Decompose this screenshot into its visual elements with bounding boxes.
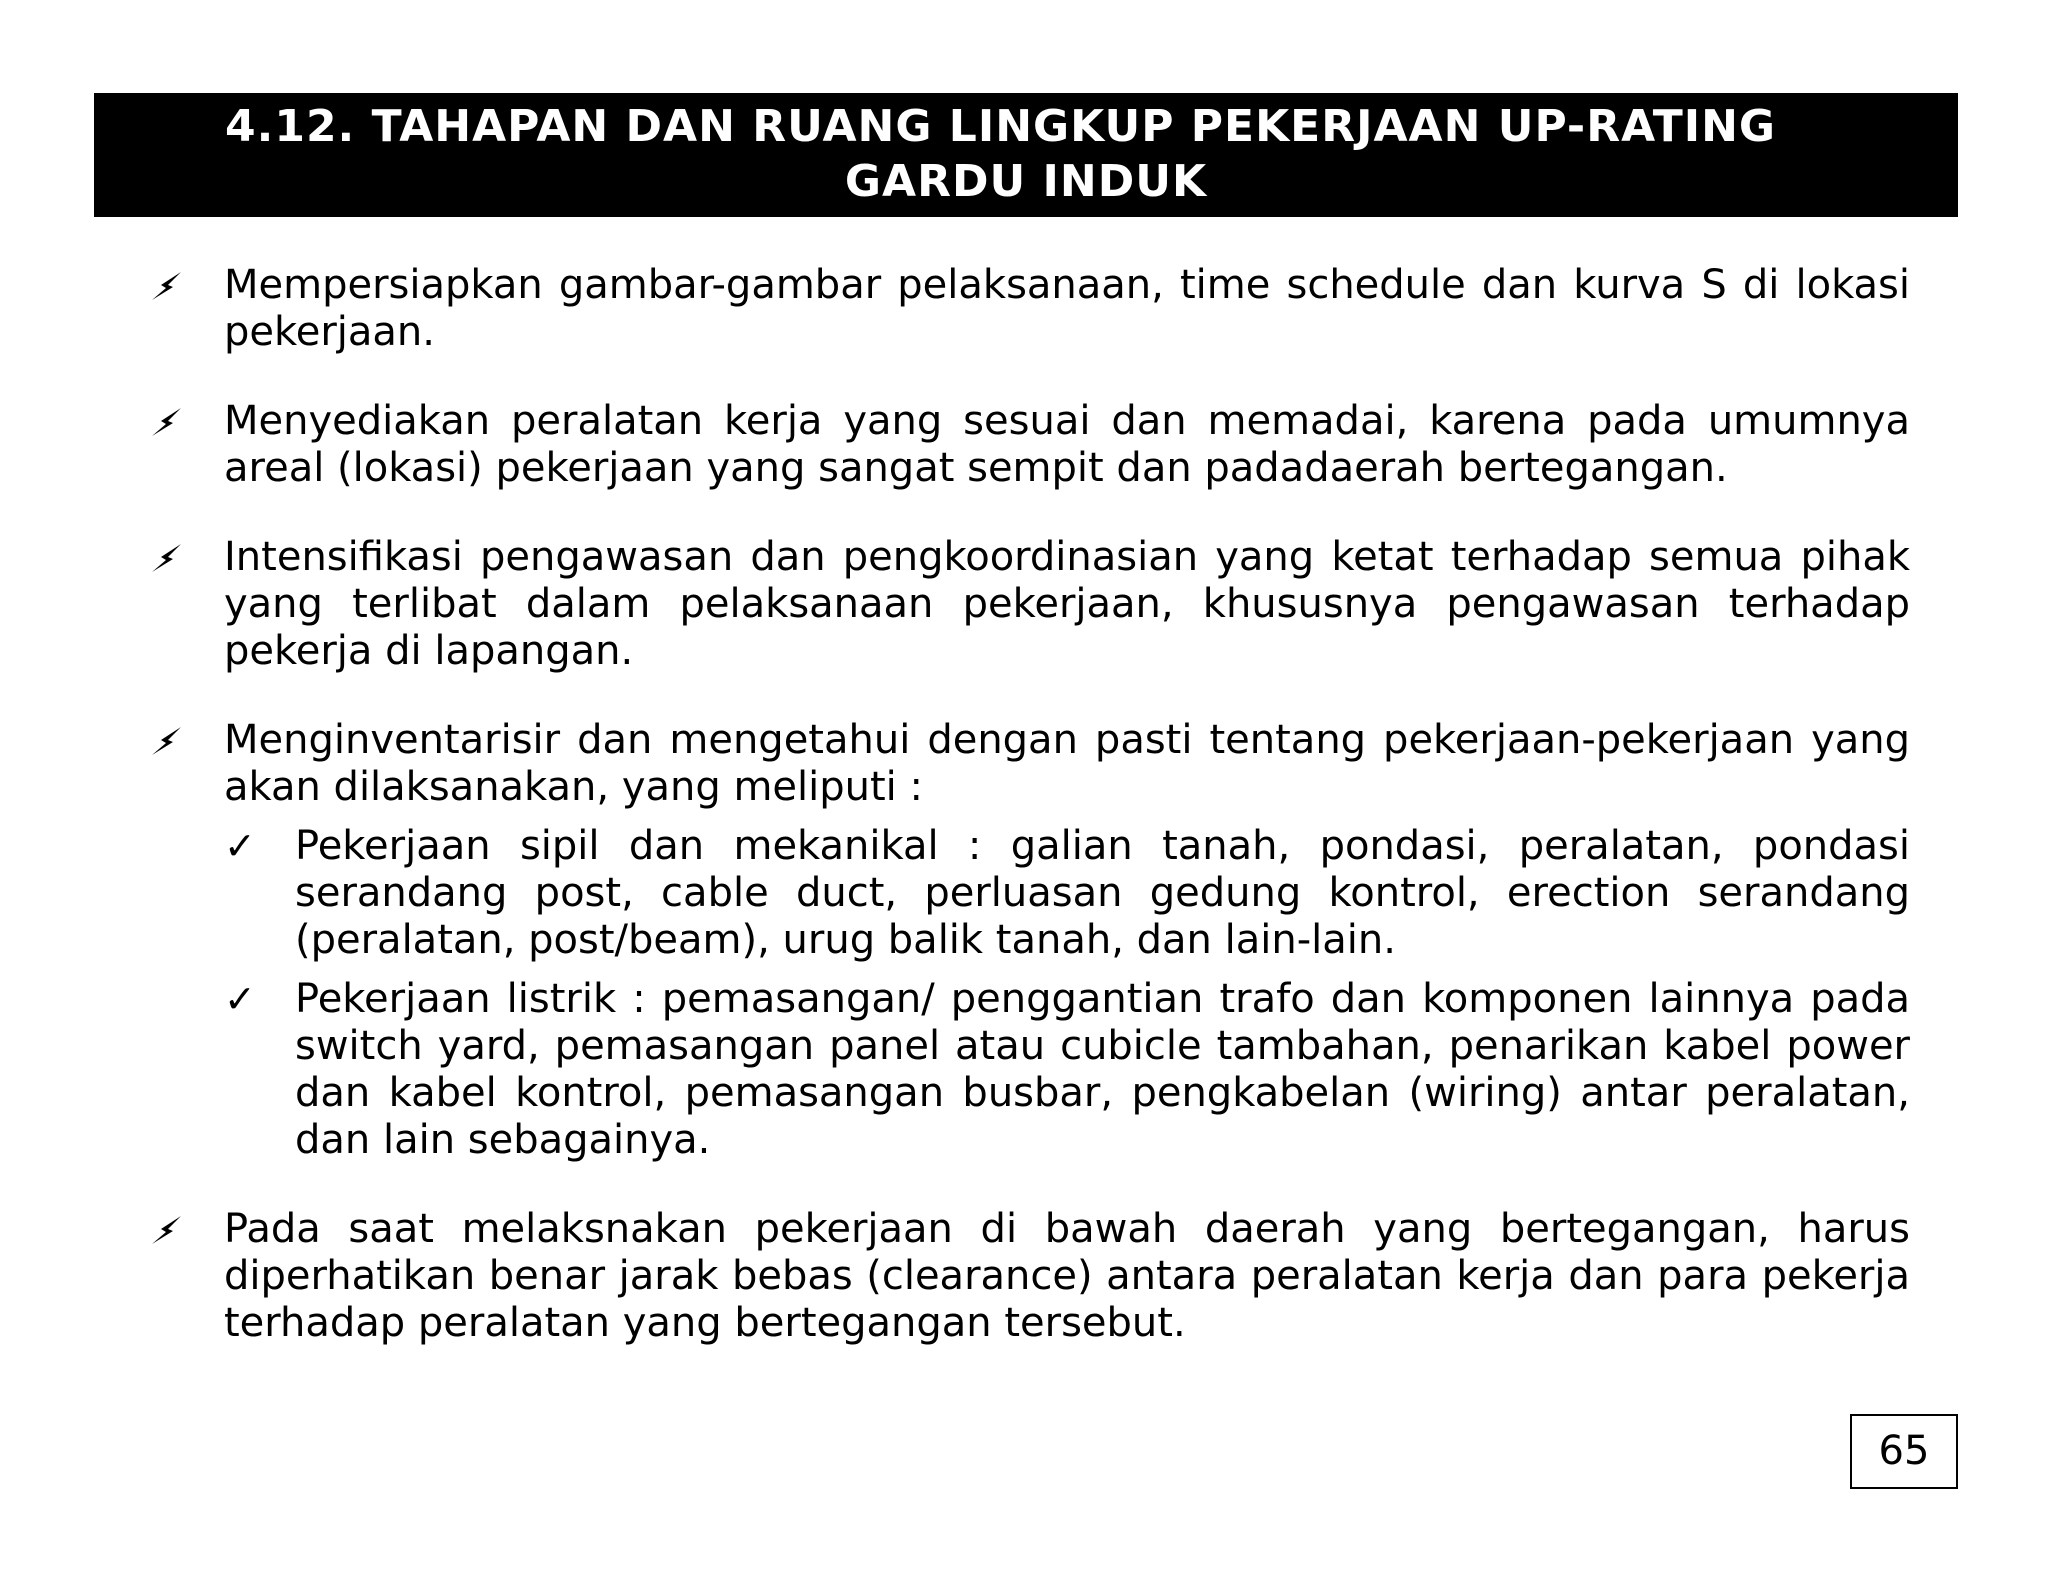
lightning-bolt-icon (148, 268, 184, 304)
check-mark-icon: ✓ (224, 977, 256, 1021)
list-item-text: Menyediakan peralatan kerja yang sesuai dan memadai, karena pada umumnya areal (lokasi) pekerjaan yang sangat sempit dan padadaerah bertegangan. (224, 398, 1910, 491)
sub-list (224, 823, 1910, 1164)
list-item (140, 398, 1910, 492)
section-title-line-1: 4.12. TAHAPAN DAN RUANG LINGKUP PEKERJAAN UP-RATING (225, 101, 1777, 152)
page-number: 65 (1850, 1414, 1958, 1489)
sub-list-item (224, 823, 1910, 964)
sub-list-item (224, 976, 1910, 1164)
lightning-bolt-icon (148, 404, 184, 440)
list-item-text: Menginventarisir dan mengetahui dengan pasti tentang pekerjaan-pekerjaan yang akan dilaksanakan, yang meliputi : (224, 717, 1910, 810)
bullet-list (140, 262, 1910, 1389)
list-item (140, 534, 1910, 675)
list-item (140, 1206, 1910, 1347)
list-item (140, 717, 1910, 1164)
lightning-bolt-icon (148, 540, 184, 576)
lightning-bolt-icon (148, 1212, 184, 1248)
lightning-bolt-icon (148, 723, 184, 759)
sub-list-item-text: Pekerjaan sipil dan mekanikal : galian tanah, pondasi, peralatan, pondasi serandang post, cable duct, perluasan gedung kontrol, erection serandang (peralatan, post/beam), urug balik tanah, dan lain-lain. (295, 823, 1910, 963)
section-title-line-2: GARDU INDUK (844, 156, 1208, 207)
sub-list-item-text: Pekerjaan listrik : pemasangan/ penggantian trafo dan komponen lainnya pada switch yard, pemasangan panel atau cubicle tambahan, penarikan kabel power dan kabel kontrol, pemasangan busbar, pengkabelan (wiring) antar peralatan, dan lain sebagainya. (295, 976, 1910, 1163)
section-title-bar (94, 93, 1958, 217)
check-mark-icon: ✓ (224, 824, 256, 868)
list-item (140, 262, 1910, 356)
list-item-text: Intensifikasi pengawasan dan pengkoordinasian yang ketat terhadap semua pihak yang terlibat dalam pelaksanaan pekerjaan, khususnya pengawasan terhadap pekerja di lapangan. (224, 534, 1910, 674)
list-item-text: Pada saat melaksnakan pekerjaan di bawah daerah yang bertegangan, harus diperhatikan benar jarak bebas (clearance) antara peralatan kerja dan para pekerja terhadap peralatan yang bertegangan tersebut. (224, 1206, 1910, 1346)
list-item-text: Mempersiapkan gambar-gambar pelaksanaan, time schedule dan kurva S di lokasi pekerjaan. (224, 262, 1910, 355)
